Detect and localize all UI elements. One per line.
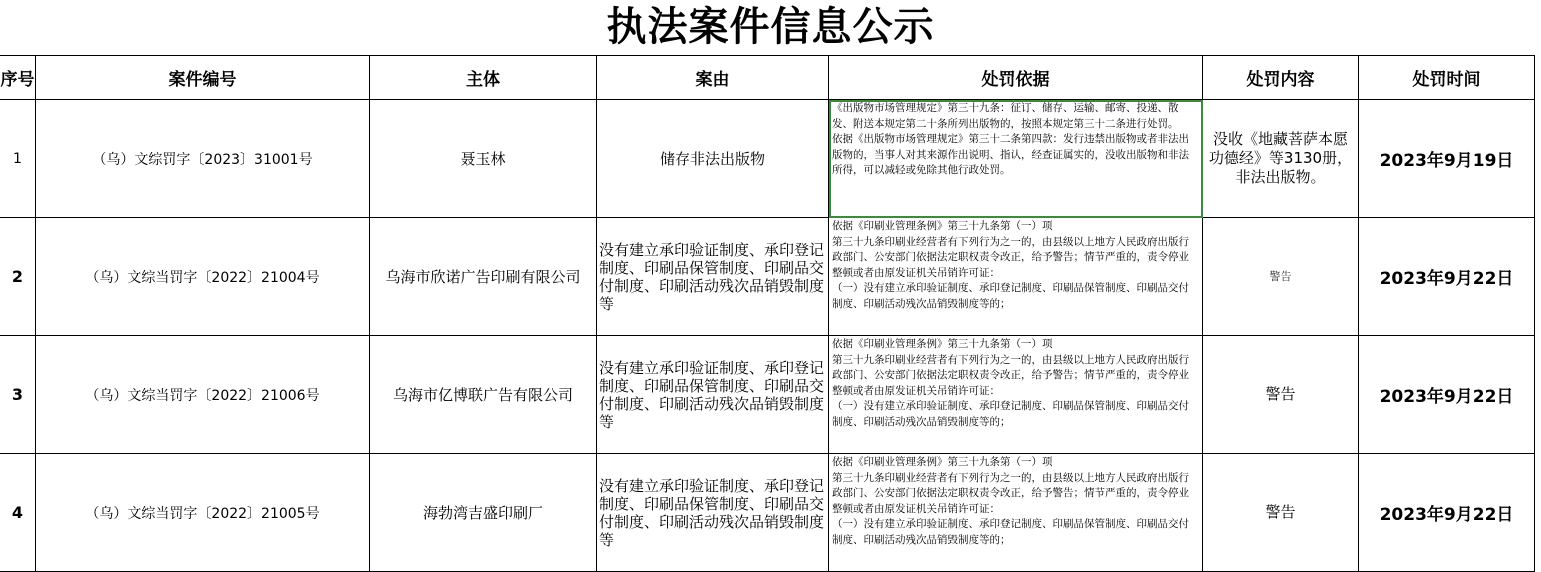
header-subject[interactable]: 主体 <box>370 56 597 100</box>
header-basis[interactable]: 处罚依据 <box>829 56 1203 100</box>
cell-case-no[interactable]: （乌）文综当罚字〔2022〕21004号 <box>36 218 370 336</box>
header-case-no[interactable]: 案件编号 <box>36 56 370 100</box>
cell-time[interactable]: 2023年9月22日 <box>1359 218 1535 336</box>
cell-case-no[interactable]: （乌）文综当罚字〔2022〕21006号 <box>36 336 370 454</box>
cell-subject[interactable]: 聂玉林 <box>370 100 597 218</box>
page-title: 执法案件信息公示 <box>606 4 935 50</box>
cell-basis[interactable]: 依据《印刷业管理条例》第三十九条第（一）项 第三十九条印刷业经营者有下列行为之一的，由县级以上地方人民政府出版行政部门、公安部门依据法定职权责令改正，给予警告；情节严重的，责令停业整顿或者由原发证机关吊销许可证： （一）没有建立承印验证制度、承印登记制度、印刷品保管制度、印刷品交付制度、印刷活动残次品销毁制度等的； <box>829 454 1203 572</box>
cell-time[interactable]: 2023年9月22日 <box>1359 336 1535 454</box>
cell-index[interactable]: 2 <box>0 218 36 336</box>
header-row <box>0 56 1535 100</box>
table-row <box>0 100 1535 218</box>
cell-penalty[interactable]: 警告 <box>1203 454 1359 572</box>
cell-subject[interactable]: 乌海市亿博联广告有限公司 <box>370 336 597 454</box>
header-penalty[interactable]: 处罚内容 <box>1203 56 1359 100</box>
cell-subject[interactable]: 乌海市欣诺广告印刷有限公司 <box>370 218 597 336</box>
cell-time[interactable]: 2023年9月22日 <box>1359 454 1535 572</box>
cell-reason[interactable]: 没有建立承印验证制度、承印登记制度、印刷品保管制度、印刷品交付制度、印刷活动残次品销毁制度等 <box>597 454 829 572</box>
cell-basis[interactable]: 依据《印刷业管理条例》第三十九条第（一）项 第三十九条印刷业经营者有下列行为之一的，由县级以上地方人民政府出版行政部门、公安部门依据法定职权责令改正，给予警告；情节严重的，责令停业整顿或者由原发证机关吊销许可证： （一）没有建立承印验证制度、承印登记制度、印刷品保管制度、印刷品交付制度、印刷活动残次品销毁制度等的； <box>829 218 1203 336</box>
table-row <box>0 336 1535 454</box>
cell-penalty[interactable]: 警告 <box>1203 218 1359 336</box>
cell-penalty[interactable]: 没收《地藏菩萨本愿功德经》等3130册，非法出版物。 <box>1203 100 1359 218</box>
header-index[interactable]: 序号 <box>0 56 36 100</box>
cell-penalty[interactable]: 警告 <box>1203 336 1359 454</box>
cell-basis[interactable]: 依据《印刷业管理条例》第三十九条第（一）项 第三十九条印刷业经营者有下列行为之一的，由县级以上地方人民政府出版行政部门、公安部门依据法定职权责令改正，给予警告；情节严重的，责令停业整顿或者由原发证机关吊销许可证： （一）没有建立承印验证制度、承印登记制度、印刷品保管制度、印刷品交付制度、印刷活动残次品销毁制度等的； <box>829 336 1203 454</box>
table-row <box>0 218 1535 336</box>
cell-reason[interactable]: 没有建立承印验证制度、承印登记制度、印刷品保管制度、印刷品交付制度、印刷活动残次品销毁制度等 <box>597 336 829 454</box>
case-table <box>0 55 1535 572</box>
table-row <box>0 454 1535 572</box>
cell-case-no[interactable]: （乌）文综当罚字〔2022〕21005号 <box>36 454 370 572</box>
cell-index[interactable]: 4 <box>0 454 36 572</box>
cell-index[interactable]: 3 <box>0 336 36 454</box>
cell-reason[interactable]: 储存非法出版物 <box>597 100 829 218</box>
cell-case-no[interactable]: （乌）文综罚字〔2023〕31001号 <box>36 100 370 218</box>
cell-basis-selected[interactable]: 《出版物市场管理规定》第三十九条：征订、储存、运输、邮寄、投递、散发、附送本规定第二十条所列出版物的，按照本规定第三十二条进行处罚。 依据《出版物市场管理规定》第三十二条第四款：发行违禁出版物或者非法出版物的，当事人对其来源作出说明、指认，经查证属实的，没收出版物和非法所得，可以减轻或免除其他行政处罚。 <box>829 100 1203 218</box>
header-reason[interactable]: 案由 <box>597 56 829 100</box>
cell-reason[interactable]: 没有建立承印验证制度、承印登记制度、印刷品保管制度、印刷品交付制度、印刷活动残次品销毁制度等 <box>597 218 829 336</box>
header-time[interactable]: 处罚时间 <box>1359 56 1535 100</box>
cell-subject[interactable]: 海勃湾吉盛印刷厂 <box>370 454 597 572</box>
cell-index[interactable]: 1 <box>0 100 36 218</box>
cell-time[interactable]: 2023年9月19日 <box>1359 100 1535 218</box>
